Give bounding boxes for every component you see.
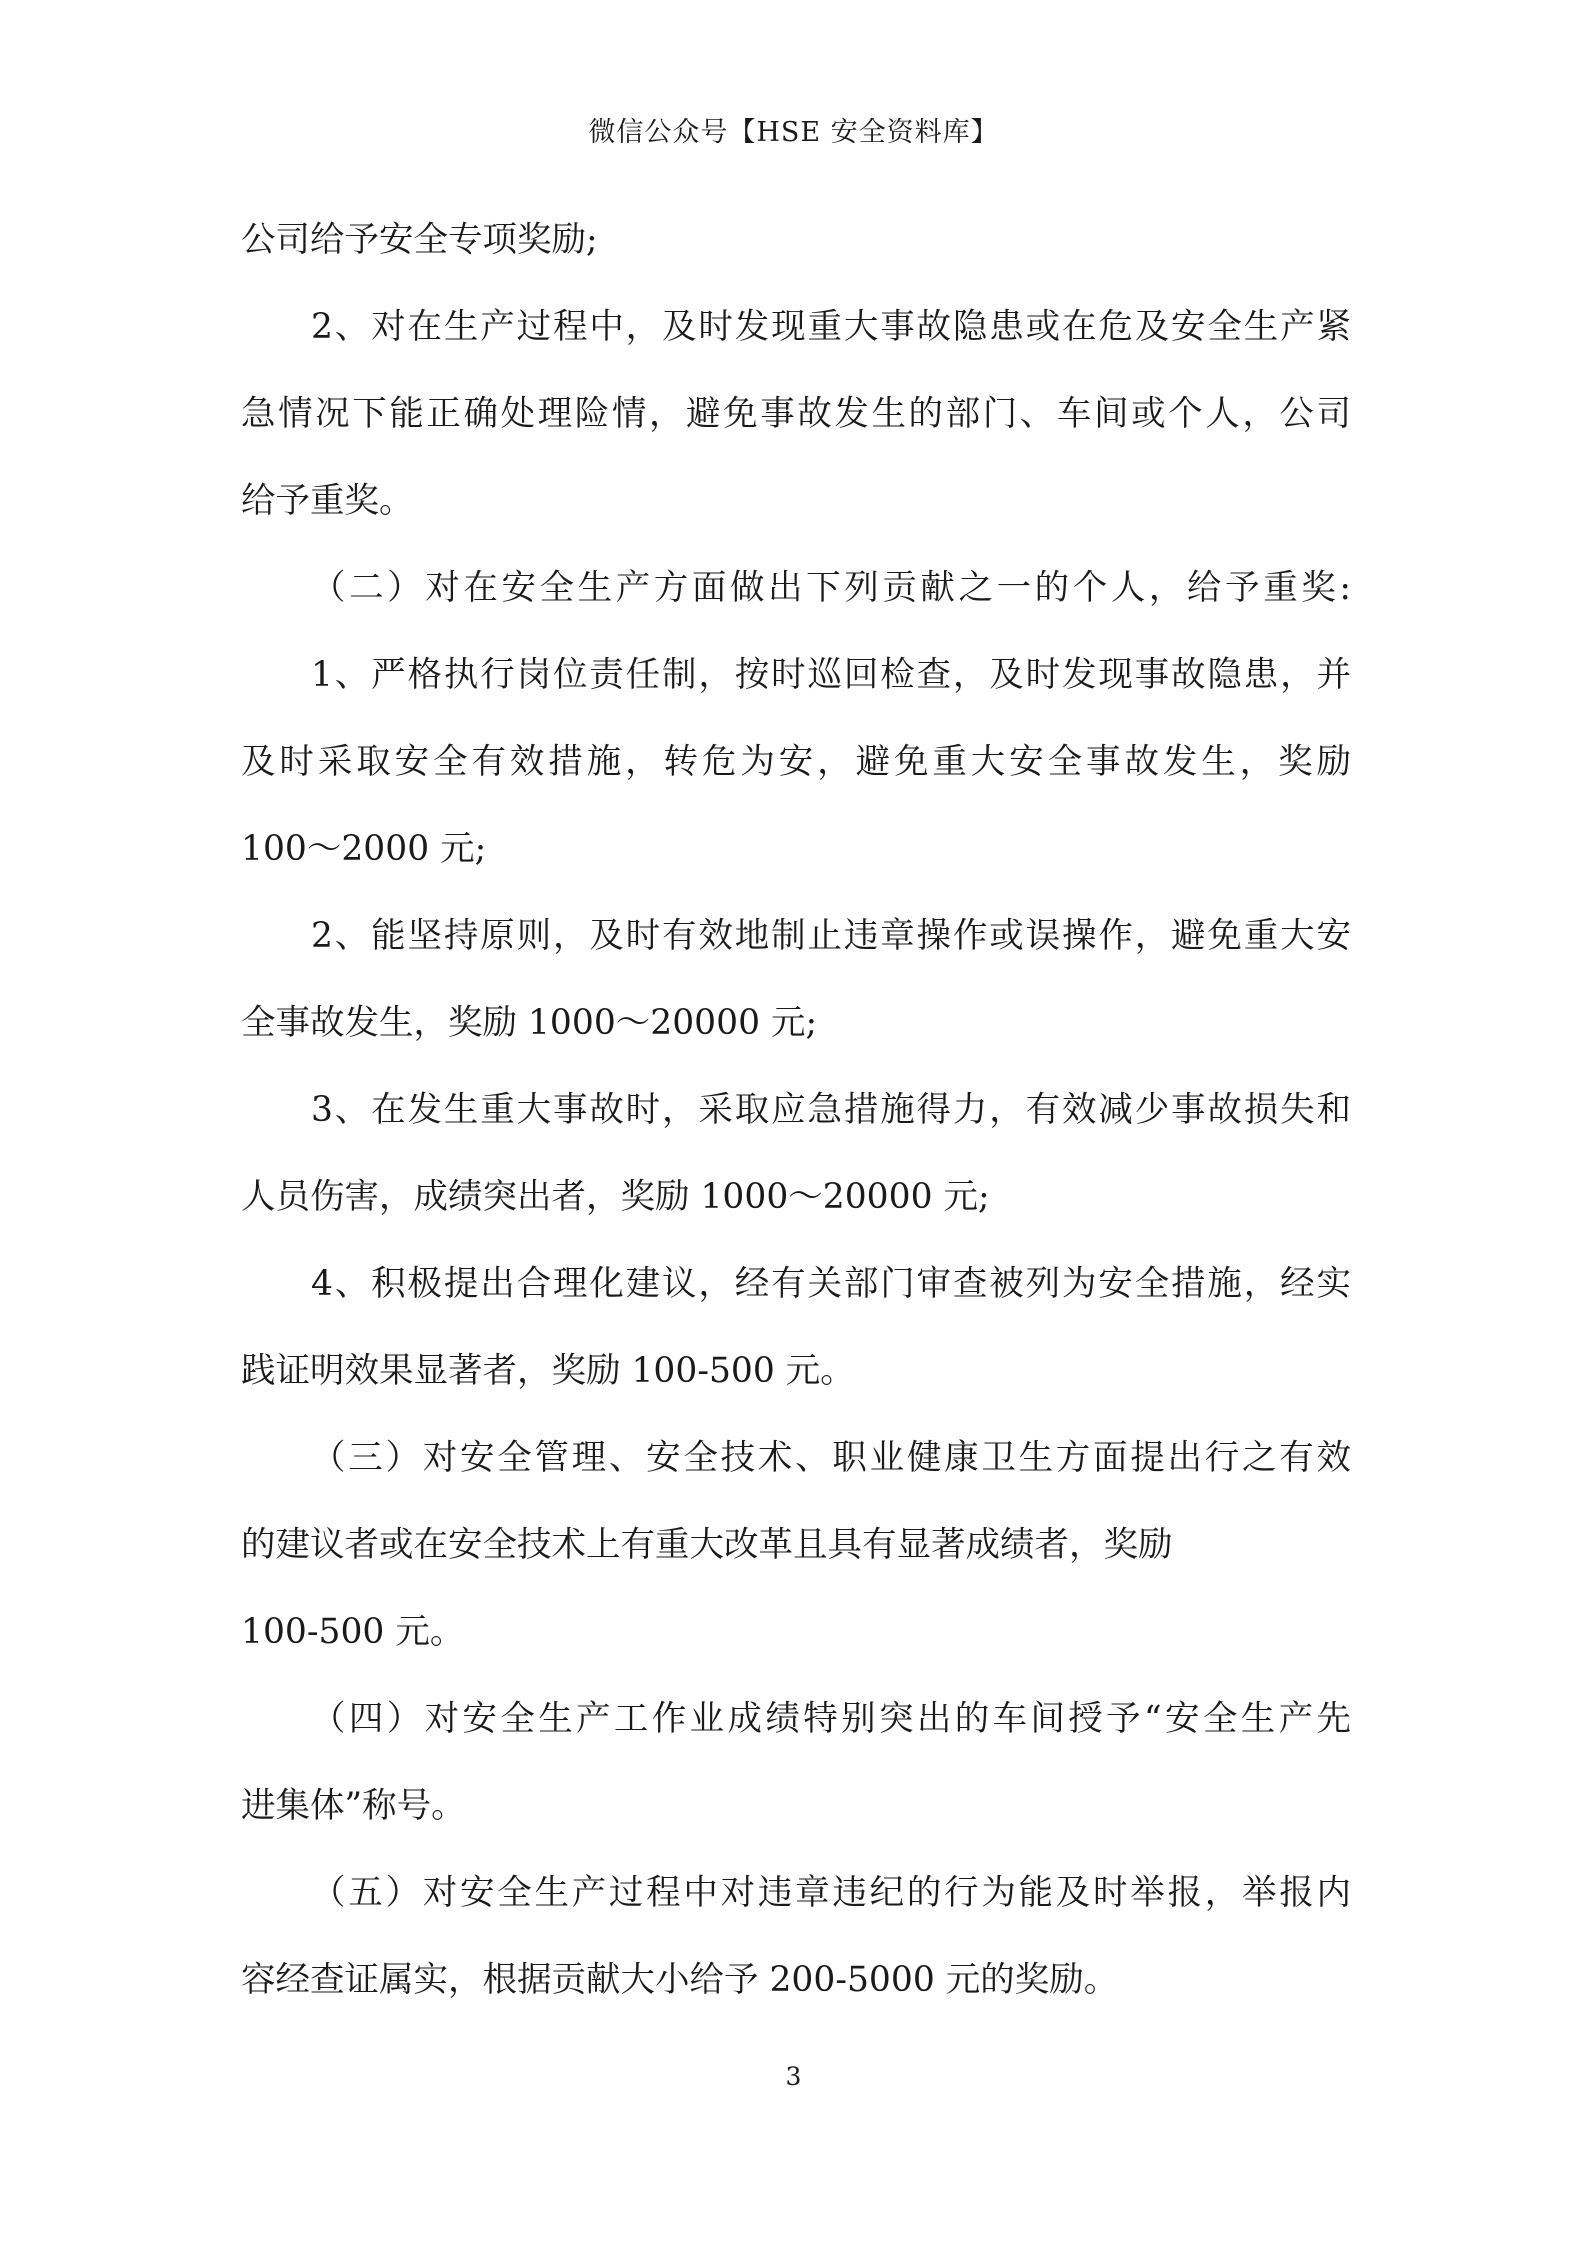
paragraph-line: 给予重奖。 [241, 481, 414, 521]
paragraph-line: 1、严格执行岗位责任制，按时巡回检查，及时发现事故隐患，并 [311, 655, 1351, 695]
paragraph-line: 100-500 元。 [241, 1612, 465, 1652]
paragraph-line: 人员伤害，成绩突出者，奖励 1000～20000 元; [241, 1177, 990, 1217]
paragraph-line: （五）对安全生产过程中对违章违纪的行为能及时举报，举报内 [311, 1873, 1351, 1913]
paragraph-line: 公司给予安全专项奖励; [241, 220, 598, 260]
paragraph-line: （四）对安全生产工作业成绩特别突出的车间授予“安全生产先 [311, 1699, 1351, 1739]
paragraph-line: 100～2000 元; [241, 829, 487, 869]
paragraph-line: 急情况下能正确处理险情，避免事故发生的部门、车间或个人，公司 [241, 394, 1351, 434]
paragraph-line: （二）对在安全生产方面做出下列贡献之一的个人，给予重奖: [311, 568, 1351, 608]
paragraph-line: 3、在发生重大事故时，采取应急措施得力，有效减少事故损失和 [311, 1090, 1351, 1130]
paragraph-line: 践证明效果显著者，奖励 100-500 元。 [241, 1351, 855, 1391]
paragraph-line: 全事故发生，奖励 1000～20000 元; [241, 1003, 818, 1043]
paragraph-line: 进集体”称号。 [241, 1786, 466, 1826]
document-body [241, 197, 1351, 2024]
paragraph-line: 容经查证属实，根据贡献大小给予 200-5000 元的奖励。 [241, 1960, 1119, 2000]
paragraph-line: 及时采取安全有效措施，转危为安，避免重大安全事故发生，奖励 [241, 742, 1351, 782]
paragraph-line: 的建议者或在安全技术上有重大改革且具有显著成绩者，奖励 [241, 1525, 1173, 1565]
paragraph-line: 4、积极提出合理化建议，经有关部门审查被列为安全措施，经实 [311, 1264, 1351, 1304]
page-header: 微信公众号【HSE 安全资料库】 [588, 117, 999, 148]
paragraph-line: 2、对在生产过程中，及时发现重大事故隐患或在危及安全生产紧 [311, 307, 1351, 347]
paragraph-line: 2、能坚持原则，及时有效地制止违章操作或误操作，避免重大安 [311, 916, 1351, 956]
page-number: 3 [785, 2062, 802, 2091]
paragraph-line: （三）对安全管理、安全技术、职业健康卫生方面提出行之有效 [311, 1438, 1351, 1478]
